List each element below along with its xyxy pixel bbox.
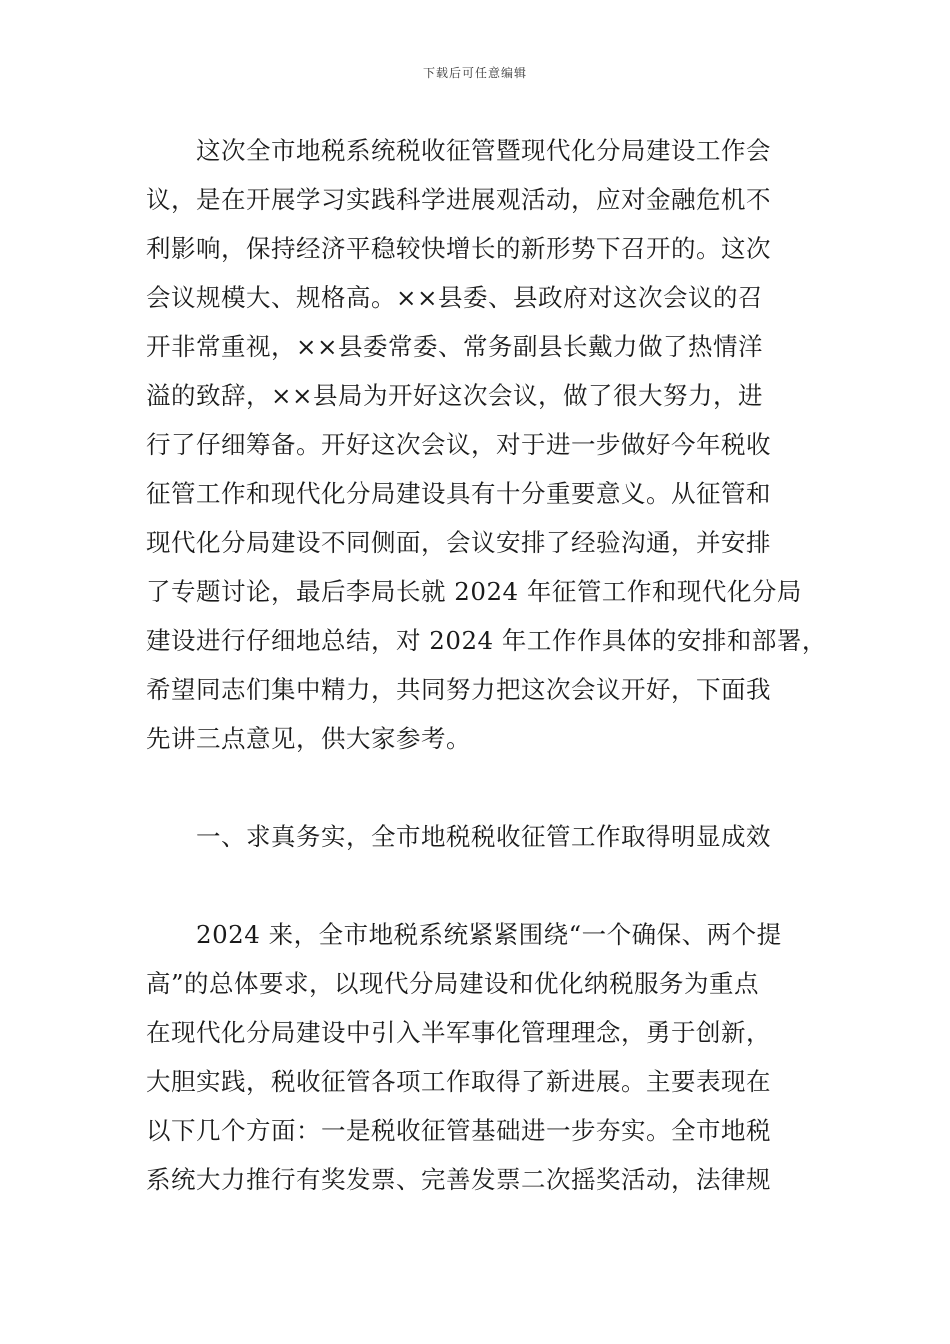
paragraph-line: 议，是在开展学习实践科学进展观活动，应对金融危机不 — [146, 185, 771, 214]
paragraph-line: 现代化分局建设不同侧面，会议安排了经验沟通，并安排 — [146, 528, 771, 557]
paragraph-line: 以下几个方面：一是税收征管基础进一步夯实。全市地税 — [146, 1116, 771, 1145]
paragraph-line: 先讲三点意见，供大家参考。 — [146, 724, 471, 753]
paragraph-line: 利影响，保持经济平稳较快增长的新形势下召开的。这次 — [146, 234, 771, 263]
paragraph-2 — [146, 910, 816, 1204]
paragraph-line: 这次全市地税系统税收征管暨现代化分局建设工作会 — [196, 136, 771, 165]
paragraph-line: 征管工作和现代化分局建设具有十分重要意义。从征管和 — [146, 479, 771, 508]
paragraph-line: 开非常重视，××县委常委、常务副县长戴力做了热情洋 — [146, 332, 764, 361]
paragraph-line: 建设进行仔细地总结，对 2024 年工作作具体的安排和部署， — [146, 626, 827, 655]
paragraph-line: 溢的致辞，××县局为开好这次会议，做了很大努力，进 — [146, 381, 764, 410]
spacer — [146, 763, 816, 812]
paragraph-line: 在现代化分局建设中引入半军事化管理理念，勇于创新， — [146, 1018, 771, 1047]
paragraph-line: 系统大力推行有奖发票、完善发票二次摇奖活动，法律规 — [146, 1165, 771, 1194]
paragraph-line: 2024 来，全市地税系统紧紧围绕“一个确保、两个提 — [196, 920, 782, 949]
paragraph-line: 希望同志们集中精力，共同努力把这次会议开好，下面我 — [146, 675, 771, 704]
spacer — [146, 861, 816, 910]
paragraph-1 — [146, 126, 827, 763]
document-body — [146, 126, 827, 1204]
paragraph-line: 行了仔细筹备。开好这次会议，对于进一步做好今年税收 — [146, 430, 771, 459]
paragraph-line: 大胆实践，税收征管各项工作取得了新进展。主要表现在 — [146, 1067, 771, 1096]
paragraph-line: 了专题讨论，最后李局长就 2024 年征管工作和现代化分局 — [146, 577, 802, 606]
paragraph-line: 高”的总体要求，以现代分局建设和优化纳税服务为重点 — [146, 969, 760, 998]
header-note: 下载后可任意编辑 — [422, 66, 527, 80]
paragraph-line: 会议规模大、规格高。××县委、县政府对这次会议的召 — [146, 283, 764, 312]
section-heading: 一、求真务实，全市地税税收征管工作取得明显成效 — [196, 822, 771, 851]
